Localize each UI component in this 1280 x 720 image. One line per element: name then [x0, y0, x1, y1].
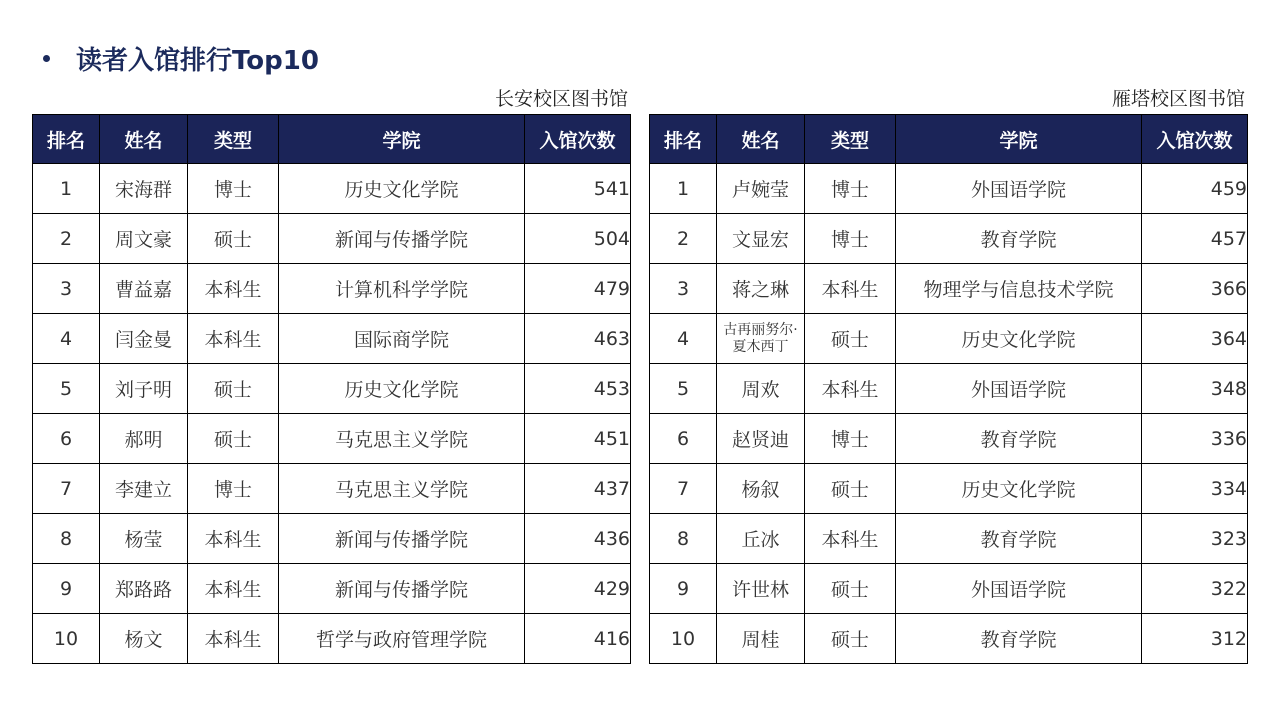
table-row — [33, 564, 631, 614]
cell-count: 437 — [525, 464, 631, 514]
cell-count: 348 — [1142, 364, 1248, 414]
cell-dept: 教育学院 — [896, 214, 1142, 264]
cell-dept: 历史文化学院 — [896, 464, 1142, 514]
cell-name: 周文豪 — [100, 214, 188, 264]
ranking-table-yanta — [649, 114, 1248, 664]
table-caption: 雁塔校区图书馆 — [1111, 88, 1245, 110]
cell-type: 硕士 — [805, 564, 896, 614]
bullet-icon — [43, 55, 50, 62]
cell-count: 453 — [525, 364, 631, 414]
cell-count: 541 — [525, 164, 631, 214]
cell-name: 杨文 — [100, 614, 188, 664]
cell-name: 闫金曼 — [100, 314, 188, 364]
header-name: 姓名 — [100, 115, 188, 164]
cell-name: 周欢 — [717, 364, 805, 414]
cell-count: 451 — [525, 414, 631, 464]
table-row — [33, 464, 631, 514]
cell-count: 463 — [525, 314, 631, 364]
cell-type: 本科生 — [805, 514, 896, 564]
cell-count: 334 — [1142, 464, 1248, 514]
cell-count: 436 — [525, 514, 631, 564]
table-row — [33, 164, 631, 214]
cell-rank: 4 — [33, 314, 100, 364]
table-row — [650, 164, 1248, 214]
cell-type: 硕士 — [188, 214, 279, 264]
cell-dept: 教育学院 — [896, 514, 1142, 564]
cell-name: 文显宏 — [717, 214, 805, 264]
cell-dept: 外国语学院 — [896, 364, 1142, 414]
cell-type: 本科生 — [188, 564, 279, 614]
cell-dept: 国际商学院 — [279, 314, 525, 364]
cell-rank: 1 — [650, 164, 717, 214]
header-rank: 排名 — [33, 115, 100, 164]
table-row — [650, 264, 1248, 314]
table-row — [650, 614, 1248, 664]
cell-count: 323 — [1142, 514, 1248, 564]
cell-rank: 3 — [33, 264, 100, 314]
cell-dept: 物理学与信息技术学院 — [896, 264, 1142, 314]
cell-count: 429 — [525, 564, 631, 614]
slide-title-text: 读者入馆排行Top10 — [76, 45, 319, 76]
table-row — [650, 314, 1248, 364]
table-body — [33, 164, 631, 664]
cell-type: 博士 — [805, 164, 896, 214]
table-row — [33, 614, 631, 664]
cell-name: 赵贤迪 — [717, 414, 805, 464]
cell-name: 许世林 — [717, 564, 805, 614]
table-row — [650, 514, 1248, 564]
cell-type: 博士 — [188, 164, 279, 214]
cell-dept: 外国语学院 — [896, 564, 1142, 614]
table-body — [650, 164, 1248, 664]
header-name: 姓名 — [717, 115, 805, 164]
cell-rank: 2 — [33, 214, 100, 264]
cell-rank: 6 — [650, 414, 717, 464]
yanta-panel — [649, 86, 1248, 664]
cell-count: 322 — [1142, 564, 1248, 614]
header-type: 类型 — [805, 115, 896, 164]
table-row — [33, 414, 631, 464]
table-row — [650, 564, 1248, 614]
header-rank: 排名 — [650, 115, 717, 164]
cell-rank: 2 — [650, 214, 717, 264]
cell-dept: 计算机科学学院 — [279, 264, 525, 314]
cell-rank: 5 — [33, 364, 100, 414]
cell-name: 蒋之琳 — [717, 264, 805, 314]
cell-type: 本科生 — [188, 314, 279, 364]
cell-name: 丘冰 — [717, 514, 805, 564]
table-header-row — [33, 115, 631, 164]
table-row — [33, 214, 631, 264]
cell-type: 本科生 — [188, 514, 279, 564]
changan-panel — [32, 86, 631, 664]
cell-type: 博士 — [805, 214, 896, 264]
cell-type: 博士 — [805, 414, 896, 464]
cell-name: 周桂 — [717, 614, 805, 664]
table-row — [33, 514, 631, 564]
cell-count: 504 — [525, 214, 631, 264]
cell-name: 刘子明 — [100, 364, 188, 414]
cell-type: 硕士 — [805, 314, 896, 364]
cell-rank: 10 — [33, 614, 100, 664]
table-header-row — [650, 115, 1248, 164]
cell-dept: 马克思主义学院 — [279, 414, 525, 464]
table-row — [33, 314, 631, 364]
cell-type: 硕士 — [188, 364, 279, 414]
header-dept: 学院 — [279, 115, 525, 164]
cell-rank: 7 — [650, 464, 717, 514]
cell-count: 457 — [1142, 214, 1248, 264]
table-row — [650, 364, 1248, 414]
cell-dept: 新闻与传播学院 — [279, 564, 525, 614]
cell-dept: 历史文化学院 — [896, 314, 1142, 364]
header-dept: 学院 — [896, 115, 1142, 164]
cell-dept: 马克思主义学院 — [279, 464, 525, 514]
header-count: 入馆次数 — [525, 115, 631, 164]
cell-dept: 教育学院 — [896, 414, 1142, 464]
cell-dept: 教育学院 — [896, 614, 1142, 664]
cell-rank: 8 — [650, 514, 717, 564]
slide-title — [40, 38, 319, 78]
cell-dept: 历史文化学院 — [279, 364, 525, 414]
cell-type: 本科生 — [805, 264, 896, 314]
cell-name: 郝明 — [100, 414, 188, 464]
cell-rank: 10 — [650, 614, 717, 664]
cell-rank: 1 — [33, 164, 100, 214]
cell-rank: 8 — [33, 514, 100, 564]
cell-rank: 9 — [33, 564, 100, 614]
cell-rank: 7 — [33, 464, 100, 514]
cell-name: 李建立 — [100, 464, 188, 514]
header-type: 类型 — [188, 115, 279, 164]
cell-count: 479 — [525, 264, 631, 314]
table-row — [650, 464, 1248, 514]
cell-count: 416 — [525, 614, 631, 664]
cell-count: 366 — [1142, 264, 1248, 314]
cell-dept: 新闻与传播学院 — [279, 214, 525, 264]
cell-name: 杨叙 — [717, 464, 805, 514]
cell-count: 364 — [1142, 314, 1248, 364]
cell-dept: 历史文化学院 — [279, 164, 525, 214]
table-row — [33, 264, 631, 314]
cell-count: 459 — [1142, 164, 1248, 214]
cell-rank: 4 — [650, 314, 717, 364]
cell-name: 宋海群 — [100, 164, 188, 214]
header-count: 入馆次数 — [1142, 115, 1248, 164]
cell-dept: 新闻与传播学院 — [279, 514, 525, 564]
cell-name: 古再丽努尔·夏木西丁 — [717, 314, 805, 364]
cell-rank: 3 — [650, 264, 717, 314]
cell-type: 博士 — [188, 464, 279, 514]
cell-type: 本科生 — [188, 614, 279, 664]
cell-rank: 6 — [33, 414, 100, 464]
cell-type: 本科生 — [188, 264, 279, 314]
table-row — [33, 364, 631, 414]
table-row — [650, 414, 1248, 464]
ranking-table-changan — [32, 114, 631, 664]
cell-dept: 哲学与政府管理学院 — [279, 614, 525, 664]
cell-count: 336 — [1142, 414, 1248, 464]
cell-rank: 5 — [650, 364, 717, 414]
cell-type: 硕士 — [805, 614, 896, 664]
cell-rank: 9 — [650, 564, 717, 614]
cell-type: 本科生 — [805, 364, 896, 414]
cell-dept: 外国语学院 — [896, 164, 1142, 214]
cell-type: 硕士 — [805, 464, 896, 514]
cell-name: 郑路路 — [100, 564, 188, 614]
cell-name: 曹益嘉 — [100, 264, 188, 314]
cell-type: 硕士 — [188, 414, 279, 464]
cell-name: 杨莹 — [100, 514, 188, 564]
table-caption: 长安校区图书馆 — [494, 88, 628, 110]
cell-name: 卢婉莹 — [717, 164, 805, 214]
cell-count: 312 — [1142, 614, 1248, 664]
table-row — [650, 214, 1248, 264]
